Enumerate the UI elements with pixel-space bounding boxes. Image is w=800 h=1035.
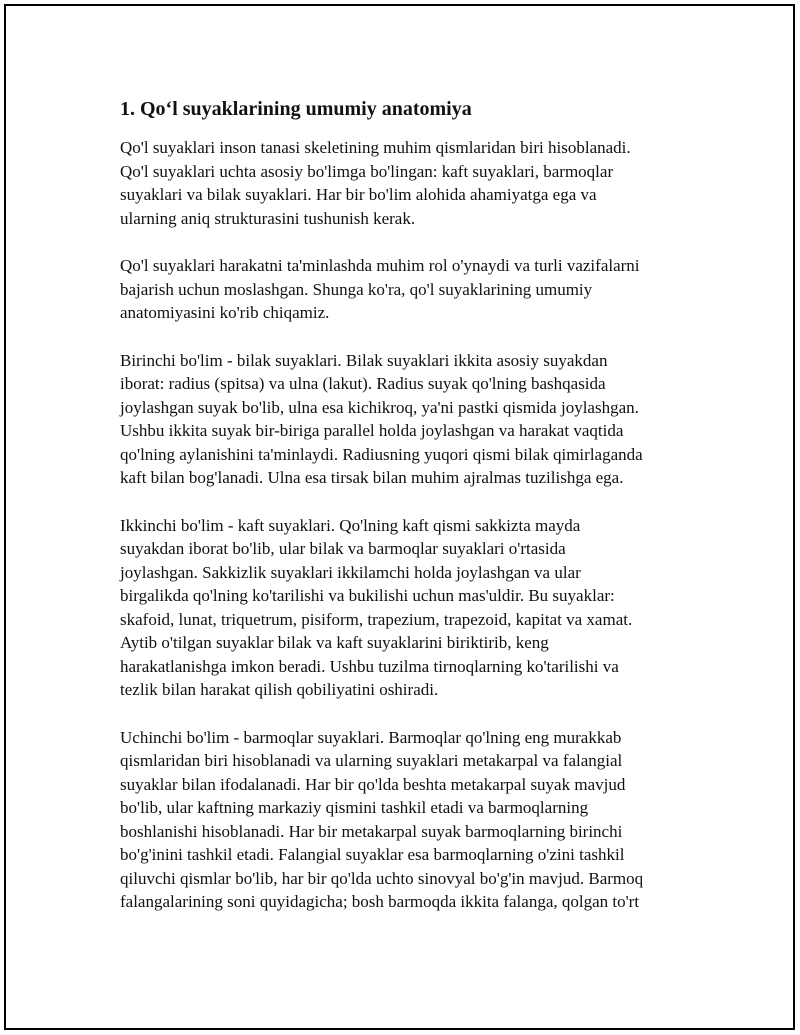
text-line: kaft bilan bog'lanadi. Ulna esa tirsak bilan muhim ajralmas tuzilishga ega.: [120, 468, 624, 487]
paragraph-carpal-bones: [120, 514, 700, 702]
text-line: Qo'l suyaklari uchta asosiy bo'limga bo'lingan: kaft suyaklari, barmoqlar: [120, 161, 614, 181]
text-line: qiluvchi qismlar bo'lib, har bir qo'lda uchto sinovyal bo'g'in mavjud. Barmoq: [120, 868, 644, 888]
text-line: boshlanishi hisoblanadi. Har bir metakarpal suyak barmoqlarning birinchi: [120, 821, 623, 841]
text-line: bajarish uchun moslashgan. Shunga ko'ra, qo'l suyaklarining umumiy: [120, 279, 593, 299]
text-line: Ushbu ikkita suyak bir-biriga parallel holda joylashgan va harakat vaqtida: [120, 421, 624, 440]
paragraph-forearm-bones: [120, 349, 700, 490]
text-line: tezlik bilan harakat qilish qobiliyatini oshiradi.: [120, 680, 439, 699]
text-line: suyakdan iborat bo'lib, ular bilak va barmoqlar suyaklari o'rtasida: [120, 539, 566, 558]
text-line: suyaklar bilan ifodalanadi. Har bir qo'lda beshta metakarpal suyak mavjud: [120, 774, 626, 794]
text-line: bo'lib, ular kaftning markaziy qismini tashkil etadi va barmoqlarning: [120, 798, 589, 817]
text-line: harakatlanishga imkon beradi. Ushbu tuzilma tirnoqlarning ko'tarilishi va: [120, 656, 619, 676]
text-line: qo'lning aylanishini ta'minlaydi. Radiusning yuqori qismi bilak qimirlaganda: [120, 444, 643, 464]
paragraph-finger-bones: [120, 726, 700, 914]
text-line: iborat: radius (spitsa) va ulna (lakut). Radius suyak qo'lning bashqasida: [120, 374, 606, 393]
paragraph-intro: [120, 136, 700, 230]
text-line: birgalikda qo'lning ko'tarilishi va bukilishi uchun mas'uldir. Bu suyaklar:: [120, 586, 615, 605]
text-line: Aytib o'tilgan suyaklar bilak va kaft suyaklarini biriktirib, keng: [120, 633, 549, 652]
text-line: joylashgan. Sakkizlik suyaklari ikkilamchi holda joylashgan va ular: [120, 562, 581, 582]
section-heading: 1. Qo‘l suyaklarining umumiy anatomiya: [120, 98, 472, 120]
text-line: ularning aniq strukturasini tushunish kerak.: [120, 208, 416, 228]
paragraph-function: [120, 254, 700, 325]
document-body: [120, 94, 700, 938]
text-line: qismlaridan biri hisoblanadi va ularning suyaklari metakarpal va falangial: [120, 751, 623, 770]
text-line: suyaklari va bilak suyaklari. Har bir bo'lim alohida ahamiyatga ega va: [120, 185, 597, 204]
text-line: falangalarining soni quyidagicha; bosh barmoqda ikkita falanga, qolgan to'rt: [120, 892, 640, 911]
text-line: Uchinchi bo'lim - barmoqlar suyaklari. Barmoqlar qo'lning eng murakkab: [120, 727, 622, 747]
text-line: Ikkinchi bo'lim - kaft suyaklari. Qo'lning kaft qismi sakkizta mayda: [120, 515, 581, 535]
page-frame: [4, 4, 795, 1030]
text-line: Birinchi bo'lim - bilak suyaklari. Bilak suyaklari ikkita asosiy suyakdan: [120, 350, 608, 370]
text-line: skafoid, lunat, triquetrum, pisiform, trapezium, trapezoid, kapitat va xamat.: [120, 609, 633, 629]
text-line: joylashgan suyak bo'lib, ulna esa kichikroq, ya'ni pastki qismida joylashgan.: [120, 397, 639, 417]
text-line: Qo'l suyaklari inson tanasi skeletining muhim qismlaridan biri hisoblanadi.: [120, 138, 631, 157]
text-line: Qo'l suyaklari harakatni ta'minlashda muhim rol o'ynaydi va turli vazifalarni: [120, 256, 640, 275]
text-line: anatomiyasini ko'rib chiqamiz.: [120, 303, 330, 322]
text-line: bo'g'inini tashkil etadi. Falangial suyaklar esa barmoqlarning o'zini tashkil: [120, 845, 625, 864]
